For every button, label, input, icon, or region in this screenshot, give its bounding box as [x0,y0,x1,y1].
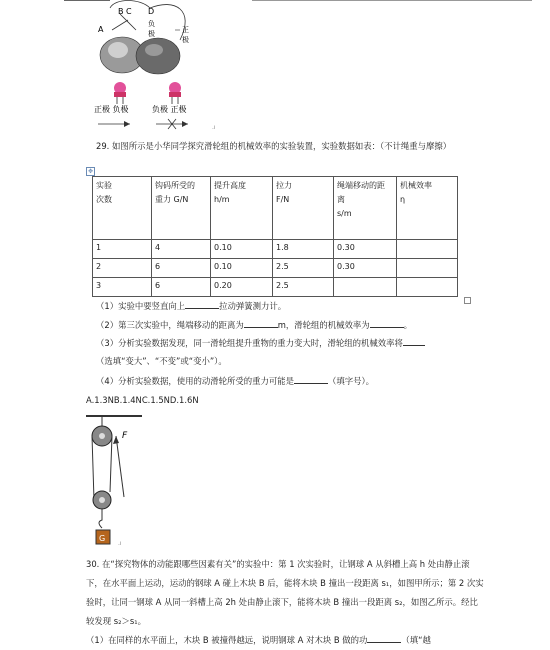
q29-options: A.1.3NB.1.4NC.1.5ND.1.6N [86,395,199,405]
label-negative: 负 [148,20,155,28]
table-cell: 0.10 [211,240,273,259]
force-label: F [122,431,128,441]
table-cell: 0.30 [334,240,397,259]
label-negative: 极 [148,30,155,38]
table-cell: 0.10 [211,259,273,278]
table-cell [397,278,458,297]
weight-label: G [99,534,106,543]
table-cell: 1.8 [273,240,334,259]
table-cell [397,259,458,278]
q29-sub3-line2: （选填“变大”、“不变”或“变小”）。 [96,356,227,366]
table-cell: 2.5 [273,259,334,278]
header-cell: 绳端移动的距 离 s/m [334,177,397,240]
label-c: C [126,7,132,16]
q29-sub3: （3）分析实验数据发现，同一滑轮组提升重物的重力变大时，滑轮组的机械效率将 [96,336,496,350]
table-row [93,259,458,278]
label-d: D [148,7,155,16]
table-cell: 2 [93,259,152,278]
answer-blank[interactable] [370,318,404,328]
top-rule [252,0,532,1]
table-cell: 6 [152,259,211,278]
header-cell: 实验 次数 [93,177,152,240]
label-b: B [118,7,124,16]
label-a: A [98,25,104,34]
answer-blank[interactable] [367,633,401,643]
q29-sub1: （1）实验中要竖直向上 拉动弹簧测力计。 [96,301,287,311]
table-header-row [93,177,458,240]
answer-blank[interactable] [185,299,219,309]
table-anchor-icon[interactable]: ✥ [87,168,94,175]
header-cell: 拉力 F/N [273,177,334,240]
table-cell: 4 [152,240,211,259]
header-cell: 机械效率 η [397,177,458,240]
q30-stem: 30. 在“探究物体的动能跟哪些因素有关”的实验中：第 1 次实验时，让钢球 A 从斜槽上高 h 处由静止滚下，在水平面上运动，运动的钢球 A 碰上木块 B 后，能将木块 B 撞出一段距离 s₁，如图甲所示；第 2 次实验时，让同一钢球 A 从同一斜槽上高 2h 处由静止滚下，能将木块 B 撞出一段距离 s₂，如图乙所示。经比较发现 s₂＞s₁。 [86,559,484,626]
fruit-battery-figure [80,0,210,82]
table-cell [334,278,397,297]
answer-blank[interactable] [244,318,278,328]
table-cell: 1 [93,240,152,259]
paragraph-mark: .ı [118,540,122,547]
table-cell: 2.5 [273,278,334,297]
table-cell: 6 [152,278,211,297]
led-left-labels: 正极 负极 [94,105,129,114]
led-figure [90,82,220,134]
pulley-figure [82,412,152,552]
answer-blank[interactable] [403,336,425,346]
table-row [93,278,458,297]
header-cell: 钩码所受的 重力 G/N [152,177,211,240]
table-cell [397,240,458,259]
label-positive: 正 [182,26,189,34]
table-cell: 3 [93,278,152,297]
q29-stem: 29. 如图所示是小华同学探究滑轮组的机械效率的实验装置，实验数据如表：（不计绳重与摩擦） [96,141,452,151]
header-cell: 提升高度 h/m [211,177,273,240]
table-cell: 0.20 [211,278,273,297]
q29-sub4: （4）分析实验数据，使用的动滑轮所受的重力可能是 （填字号）。 [96,376,375,386]
q29-sub2: （2）第三次实验中，绳端移动的距离为 m，滑轮组的机械效率为 。 [96,320,412,330]
data-table [92,176,458,297]
q30-sub1: （1）在同样的水平面上，木块 B 被撞得越远，说明钢球 A 对木块 B 做的功 （填“越 [86,635,431,645]
answer-blank[interactable] [294,374,328,384]
led-right-labels: 负极 正极 [152,105,187,114]
label-positive: 极 [182,36,189,44]
table-row [93,240,458,259]
paragraph-mark: .ı [212,124,216,131]
table-cell: 0.30 [334,259,397,278]
